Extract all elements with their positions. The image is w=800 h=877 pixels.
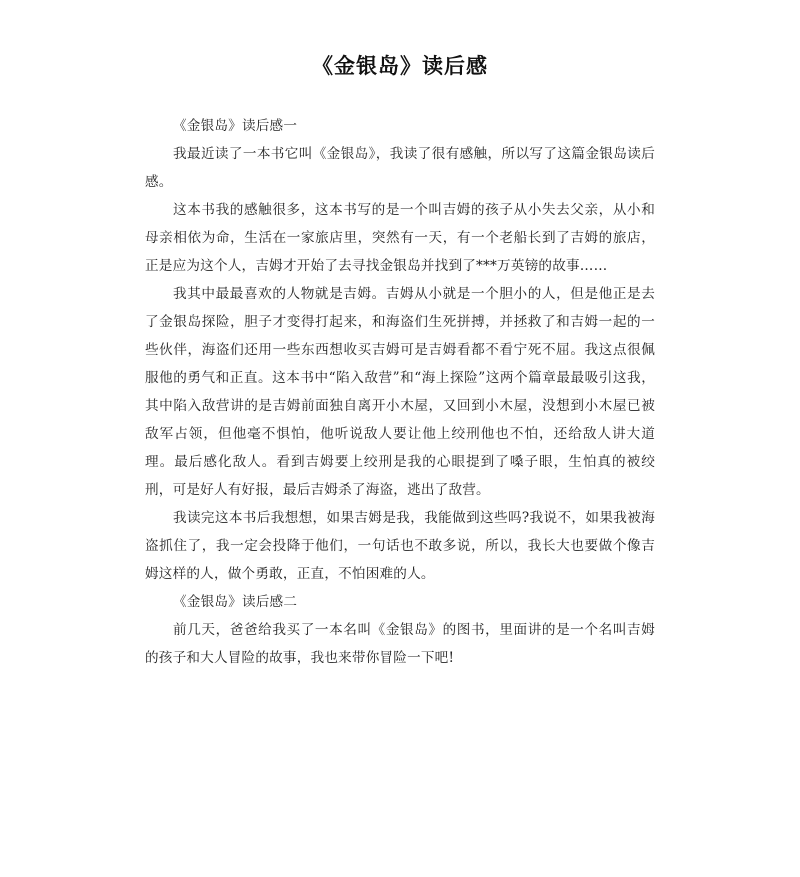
document-body bbox=[145, 112, 655, 672]
paragraph-5: 前几天，爸爸给我买了一本名叫《金银岛》的图书，里面讲的是一个名叫吉姆的孩子和大人冒险的故事，我也来带你冒险一下吧! bbox=[145, 622, 655, 666]
paragraph-4: 我读完这本书后我想想，如果吉姆是我，我能做到这些吗?我说不，如果我被海盗抓住了，我一定会投降于他们，一句话也不敢多说，所以，我长大也要做个像吉姆这样的人，做个勇敢，正直，不怕困难的人。 bbox=[145, 510, 655, 582]
document-title: 《金银岛》读后感 bbox=[312, 54, 488, 78]
paragraph-2: 这本书我的感触很多，这本书写的是一个叫吉姆的孩子从小失去父亲，从小和母亲相依为命，生活在一家旅店里，突然有一天，有一个老船长到了吉姆的旅店，正是应为这个人，吉姆才开始了去寻找金银岛并找到了***万英镑的故事…… bbox=[145, 202, 655, 274]
paragraph-1: 我最近读了一本书它叫《金银岛》，我读了很有感触，所以写了这篇金银岛读后感。 bbox=[145, 146, 655, 190]
paragraph-3: 我其中最最喜欢的人物就是吉姆。吉姆从小就是一个胆小的人，但是他正是去了金银岛探险，胆子才变得打起来，和海盗们生死拼搏，并拯救了和吉姆一起的一些伙伴，海盗们还用一些东西想收买吉姆可是吉姆看都不看宁死不屈。我这点很佩服他的勇气和正直。这本书中“陷入敌营”和“海上探险”这两个篇章最最吸引这我，其中陷入敌营讲的是吉姆前面独自离开小木屋，又回到小木屋，没想到小木屋已被敌军占领，但他毫不惧怕，他听说敌人要让他上绞刑他也不怕，还给敌人讲大道理。最后感化敌人。看到吉姆要上绞刑是我的心眼提到了嗓子眼，生怕真的被绞刑，可是好人有好报，最后吉姆杀了海盗，逃出了敌营。 bbox=[145, 286, 655, 498]
section-heading-2: 《金银岛》读后感二 bbox=[173, 594, 298, 610]
section-heading-1: 《金银岛》读后感一 bbox=[173, 118, 298, 134]
